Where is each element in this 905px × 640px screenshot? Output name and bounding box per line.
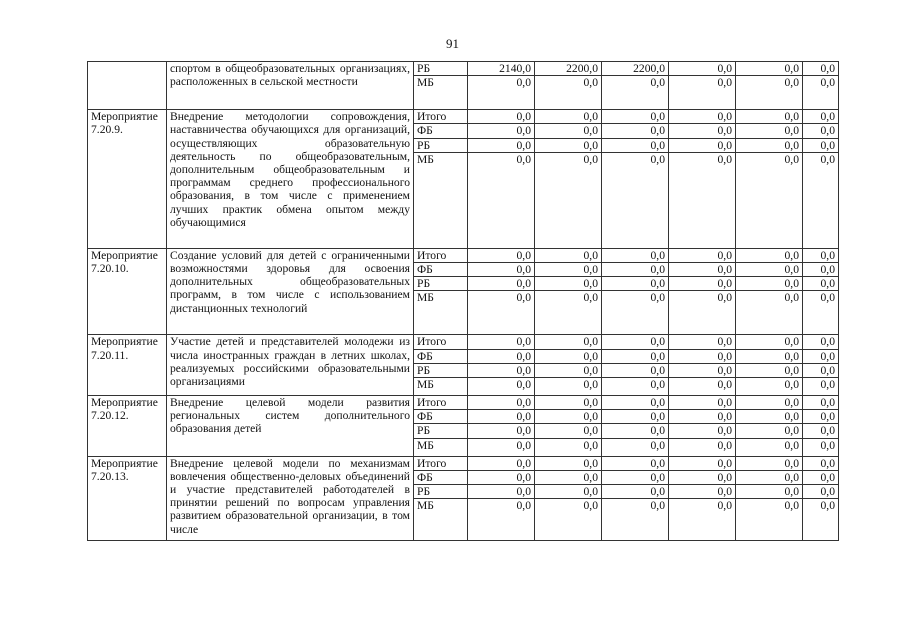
amount-cell: 0,0 xyxy=(535,378,602,396)
funding-source-cell: МБ xyxy=(414,499,468,541)
amount-cell: 0,0 xyxy=(736,110,803,124)
amount-cell: 0,0 xyxy=(602,291,669,335)
amount-cell-last: 0,0 xyxy=(803,62,839,76)
amount-cell: 0,0 xyxy=(602,263,669,277)
event-description-cell xyxy=(167,335,414,396)
amount-cell-last: 0,0 xyxy=(803,363,839,377)
amount-cell-last: 0,0 xyxy=(803,138,839,152)
table-row xyxy=(88,62,839,76)
amount-cell-last: 0,0 xyxy=(803,248,839,262)
amount-cell: 0,0 xyxy=(468,110,535,124)
amount-cell: 0,0 xyxy=(602,456,669,470)
amount-cell: 0,0 xyxy=(602,396,669,410)
event-description-cell xyxy=(167,456,414,541)
event-description-cell xyxy=(167,396,414,457)
amount-cell: 0,0 xyxy=(468,410,535,424)
amount-cell-last: 0,0 xyxy=(803,277,839,291)
amount-cell-last: 0,0 xyxy=(803,396,839,410)
event-number-cell: Мероприятие 7.20.13. xyxy=(88,456,167,541)
amount-cell: 0,0 xyxy=(669,424,736,438)
amount-cell: 0,0 xyxy=(669,277,736,291)
funding-source-cell: Итого xyxy=(414,396,468,410)
amount-cell: 0,0 xyxy=(669,438,736,456)
event-number-cell: Мероприятие 7.20.12. xyxy=(88,396,167,457)
amount-cell: 0,0 xyxy=(602,438,669,456)
amount-cell: 0,0 xyxy=(535,499,602,541)
amount-cell: 0,0 xyxy=(736,277,803,291)
amount-cell: 0,0 xyxy=(669,410,736,424)
event-description-text: Внедрение методологии сопровождения, наставничества обучающихся для организаций, осуществляющих образовательную деятельность по общеобразовательным, дополнительным общеобразовательным и программам среднего профессионального образования, в том числе с применением лучших практик обмена опытом между обучающимися xyxy=(170,110,410,229)
amount-cell: 0,0 xyxy=(736,248,803,262)
amount-cell: 0,0 xyxy=(468,291,535,335)
amount-cell: 0,0 xyxy=(669,248,736,262)
table-row xyxy=(88,456,839,470)
amount-cell: 0,0 xyxy=(669,263,736,277)
funding-source-cell: РБ xyxy=(414,138,468,152)
funding-source-cell: МБ xyxy=(414,76,468,110)
amount-cell: 0,0 xyxy=(602,378,669,396)
event-description-cell xyxy=(167,248,414,335)
funding-source-cell: МБ xyxy=(414,378,468,396)
amount-cell: 0,0 xyxy=(602,248,669,262)
event-description-text: Внедрение целевой модели по механизмам вовлечения общественно-деловых объединений и участие представителей работодателей в принятии решений по вопросам управления развитием образовательной организации, в том числе xyxy=(170,456,410,536)
amount-cell: 0,0 xyxy=(602,410,669,424)
amount-cell: 0,0 xyxy=(669,138,736,152)
amount-cell: 0,0 xyxy=(602,277,669,291)
funding-source-cell: Итого xyxy=(414,456,468,470)
amount-cell: 0,0 xyxy=(669,349,736,363)
event-number-cell: Мероприятие 7.20.9. xyxy=(88,110,167,249)
amount-cell-last: 0,0 xyxy=(803,410,839,424)
amount-cell: 0,0 xyxy=(669,335,736,349)
amount-cell: 0,0 xyxy=(669,378,736,396)
amount-cell: 0,0 xyxy=(736,291,803,335)
amount-cell-last: 0,0 xyxy=(803,349,839,363)
amount-cell: 0,0 xyxy=(669,363,736,377)
amount-cell: 0,0 xyxy=(535,349,602,363)
amount-cell: 0,0 xyxy=(736,124,803,138)
funding-source-cell: ФБ xyxy=(414,263,468,277)
amount-cell-last: 0,0 xyxy=(803,470,839,484)
funding-source-cell: Итого xyxy=(414,110,468,124)
amount-cell: 0,0 xyxy=(736,456,803,470)
amount-cell: 0,0 xyxy=(468,456,535,470)
amount-cell-last: 0,0 xyxy=(803,456,839,470)
funding-source-cell: ФБ xyxy=(414,124,468,138)
amount-cell: 0,0 xyxy=(736,76,803,110)
funding-source-cell: ФБ xyxy=(414,470,468,484)
amount-cell: 0,0 xyxy=(535,110,602,124)
amount-cell: 0,0 xyxy=(535,410,602,424)
amount-cell: 0,0 xyxy=(669,124,736,138)
amount-cell: 0,0 xyxy=(535,456,602,470)
amount-cell: 0,0 xyxy=(468,424,535,438)
amount-cell: 0,0 xyxy=(669,499,736,541)
table-row xyxy=(88,110,839,124)
amount-cell: 0,0 xyxy=(535,263,602,277)
amount-cell: 0,0 xyxy=(535,124,602,138)
amount-cell: 0,0 xyxy=(602,499,669,541)
amount-cell: 0,0 xyxy=(468,335,535,349)
amount-cell: 0,0 xyxy=(602,424,669,438)
amount-cell: 0,0 xyxy=(468,470,535,484)
funding-source-cell: Итого xyxy=(414,335,468,349)
amount-cell-last: 0,0 xyxy=(803,291,839,335)
amount-cell: 0,0 xyxy=(736,424,803,438)
amount-cell: 0,0 xyxy=(468,378,535,396)
amount-cell: 0,0 xyxy=(468,263,535,277)
amount-cell: 0,0 xyxy=(602,363,669,377)
amount-cell: 0,0 xyxy=(669,291,736,335)
amount-cell: 0,0 xyxy=(535,485,602,499)
table-row xyxy=(88,335,839,349)
amount-cell-last: 0,0 xyxy=(803,438,839,456)
amount-cell: 0,0 xyxy=(535,335,602,349)
amount-cell: 0,0 xyxy=(468,138,535,152)
amount-cell: 0,0 xyxy=(468,438,535,456)
funding-source-cell: РБ xyxy=(414,277,468,291)
amount-cell: 0,0 xyxy=(602,110,669,124)
funding-source-cell: Итого xyxy=(414,248,468,262)
amount-cell: 2140,0 xyxy=(468,62,535,76)
amount-cell: 0,0 xyxy=(602,485,669,499)
page-number: 91 xyxy=(446,36,459,51)
funding-source-cell: РБ xyxy=(414,485,468,499)
funding-source-cell: МБ xyxy=(414,438,468,456)
table-body xyxy=(88,62,839,541)
amount-cell: 0,0 xyxy=(602,138,669,152)
amount-cell: 0,0 xyxy=(535,248,602,262)
amount-cell: 0,0 xyxy=(736,349,803,363)
funding-source-cell: ФБ xyxy=(414,410,468,424)
event-number-cell: Мероприятие 7.20.11. xyxy=(88,335,167,396)
funding-source-cell: МБ xyxy=(414,291,468,335)
amount-cell: 2200,0 xyxy=(602,62,669,76)
amount-cell: 0,0 xyxy=(602,335,669,349)
amount-cell: 0,0 xyxy=(468,349,535,363)
program-table xyxy=(87,61,839,541)
event-description-cell xyxy=(167,110,414,249)
amount-cell-last: 0,0 xyxy=(803,485,839,499)
amount-cell: 0,0 xyxy=(468,76,535,110)
amount-cell: 0,0 xyxy=(736,62,803,76)
amount-cell: 0,0 xyxy=(669,152,736,248)
table-row xyxy=(88,248,839,262)
amount-cell: 0,0 xyxy=(602,349,669,363)
amount-cell: 0,0 xyxy=(602,76,669,110)
funding-source-cell: РБ xyxy=(414,424,468,438)
amount-cell: 0,0 xyxy=(468,363,535,377)
amount-cell: 0,0 xyxy=(602,152,669,248)
amount-cell: 0,0 xyxy=(535,152,602,248)
amount-cell-last: 0,0 xyxy=(803,124,839,138)
amount-cell-last: 0,0 xyxy=(803,335,839,349)
amount-cell-last: 0,0 xyxy=(803,76,839,110)
amount-cell: 0,0 xyxy=(736,363,803,377)
amount-cell: 0,0 xyxy=(736,499,803,541)
amount-cell: 0,0 xyxy=(468,499,535,541)
amount-cell: 0,0 xyxy=(535,277,602,291)
amount-cell: 0,0 xyxy=(669,76,736,110)
amount-cell: 2200,0 xyxy=(535,62,602,76)
amount-cell: 0,0 xyxy=(736,263,803,277)
table-row xyxy=(88,396,839,410)
amount-cell-last: 0,0 xyxy=(803,424,839,438)
event-description-text: Создание условий для детей с ограниченными возможностями здоровья для освоения дополнительных общеобразовательных программ, в том числе с использованием дистанционных технологий xyxy=(170,248,410,315)
amount-cell: 0,0 xyxy=(736,335,803,349)
amount-cell: 0,0 xyxy=(535,424,602,438)
amount-cell: 0,0 xyxy=(468,277,535,291)
amount-cell: 0,0 xyxy=(669,62,736,76)
amount-cell: 0,0 xyxy=(535,291,602,335)
event-description-text: Внедрение целевой модели развития региональных систем дополнительного образования детей xyxy=(170,396,410,436)
funding-source-cell: ФБ xyxy=(414,349,468,363)
event-number-cell xyxy=(88,62,167,110)
funding-source-cell: РБ xyxy=(414,363,468,377)
amount-cell: 0,0 xyxy=(736,138,803,152)
amount-cell: 0,0 xyxy=(736,378,803,396)
funding-source-cell: РБ xyxy=(414,62,468,76)
amount-cell: 0,0 xyxy=(736,396,803,410)
amount-cell-last: 0,0 xyxy=(803,378,839,396)
event-number-cell: Мероприятие 7.20.10. xyxy=(88,248,167,335)
amount-cell: 0,0 xyxy=(736,410,803,424)
amount-cell: 0,0 xyxy=(535,138,602,152)
amount-cell: 0,0 xyxy=(669,110,736,124)
amount-cell: 0,0 xyxy=(669,456,736,470)
event-description-text: спортом в общеобразовательных организациях, расположенных в сельской местности xyxy=(170,62,410,89)
amount-cell-last: 0,0 xyxy=(803,152,839,248)
amount-cell: 0,0 xyxy=(669,396,736,410)
amount-cell: 0,0 xyxy=(669,485,736,499)
amount-cell-last: 0,0 xyxy=(803,263,839,277)
funding-source-cell: МБ xyxy=(414,152,468,248)
amount-cell-last: 0,0 xyxy=(803,110,839,124)
amount-cell: 0,0 xyxy=(468,124,535,138)
event-description-text: Участие детей и представителей молодежи из числа иностранных граждан в летних школах, реализуемых российскими образовательными организациями xyxy=(170,335,410,389)
amount-cell: 0,0 xyxy=(736,485,803,499)
amount-cell: 0,0 xyxy=(602,470,669,484)
event-description-cell xyxy=(167,62,414,110)
amount-cell: 0,0 xyxy=(736,152,803,248)
amount-cell: 0,0 xyxy=(535,470,602,484)
amount-cell: 0,0 xyxy=(468,485,535,499)
amount-cell-last: 0,0 xyxy=(803,499,839,541)
amount-cell: 0,0 xyxy=(468,152,535,248)
amount-cell: 0,0 xyxy=(736,438,803,456)
amount-cell: 0,0 xyxy=(468,248,535,262)
amount-cell: 0,0 xyxy=(602,124,669,138)
amount-cell: 0,0 xyxy=(535,438,602,456)
amount-cell: 0,0 xyxy=(535,396,602,410)
amount-cell: 0,0 xyxy=(669,470,736,484)
amount-cell: 0,0 xyxy=(535,76,602,110)
amount-cell: 0,0 xyxy=(535,363,602,377)
amount-cell: 0,0 xyxy=(468,396,535,410)
amount-cell: 0,0 xyxy=(736,470,803,484)
